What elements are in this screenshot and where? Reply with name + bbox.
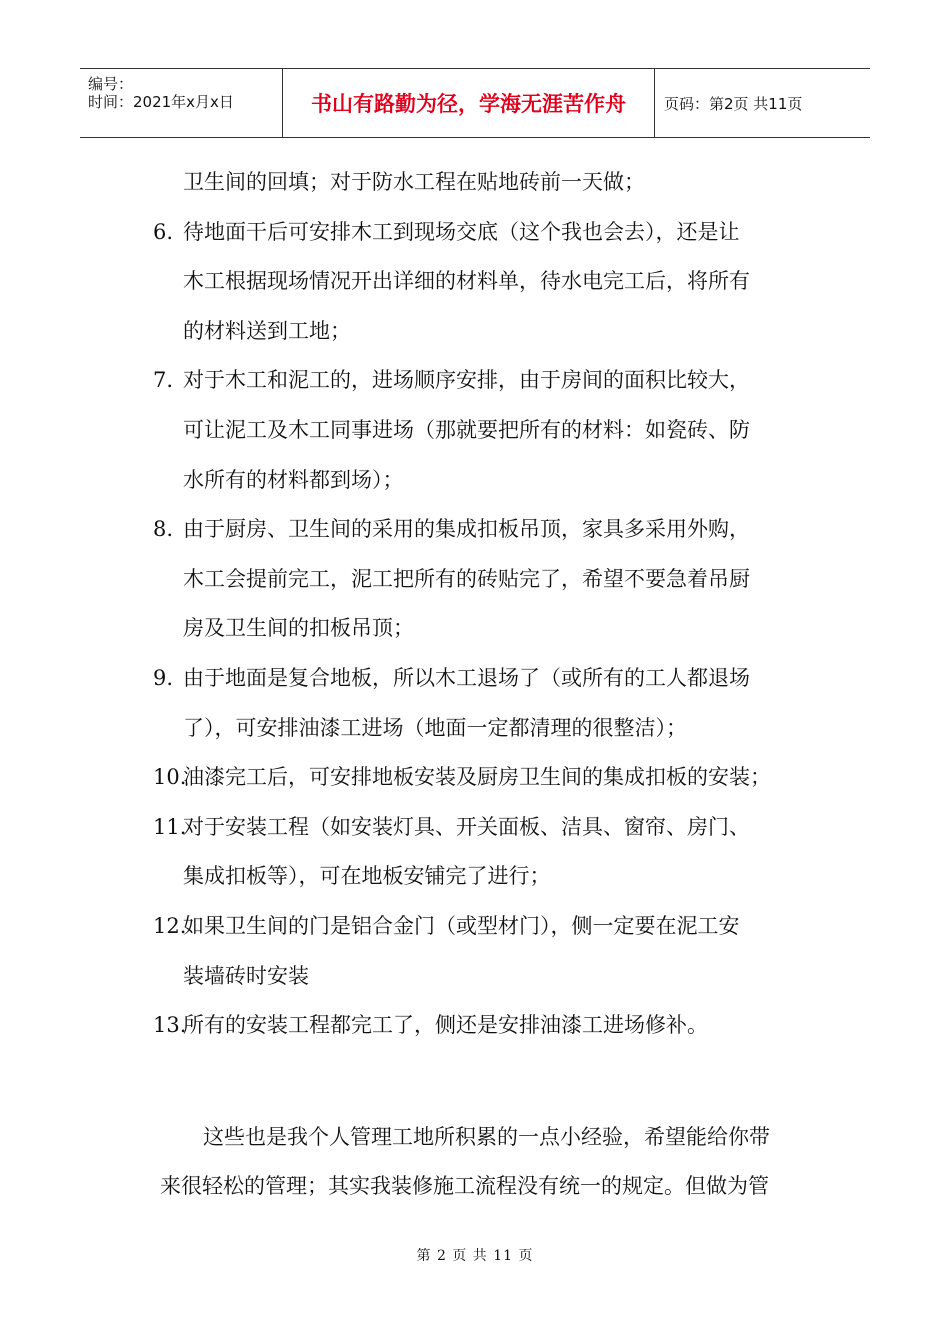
list-item-number: 11.: [153, 814, 187, 839]
page-info: 页码：第2页 共11页: [664, 94, 803, 113]
list-item-line: 集成扣板等），可在地板安铺完了进行；: [183, 864, 551, 889]
motto-text: 书山有路勤为径，学海无涯苦作舟: [311, 92, 626, 116]
page-footer: 第 2 页 共 11 页: [416, 1248, 534, 1264]
list-item-number: 9.: [153, 666, 174, 690]
time-label: 时间：2021年x月x日: [88, 93, 234, 111]
list-item-line: 木工会提前完工，泥工把所有的砖贴完了，希望不要急着吊厨: [183, 566, 750, 591]
list-item-line: 如果卫生间的门是铝合金门（或型材门），侧一定要在泥工安: [183, 914, 740, 938]
closing-paragraph-line: 这些也是我个人管理工地所积累的一点小经验，希望能给你带: [203, 1124, 770, 1149]
header-page-cell: [655, 69, 870, 137]
list-item-line: 待地面干后可安排木工到现场交底（这个我也会去），还是让: [183, 219, 740, 244]
list-item-number: 10.: [153, 765, 187, 790]
header-motto-cell: [283, 69, 655, 137]
number-label: 编号：: [88, 75, 134, 93]
list-item-number: 8.: [153, 517, 174, 542]
list-item-line: 了），可安排油漆工进场（地面一定都清理的很整洁）；: [183, 715, 687, 740]
list-item-line: 油漆完工后，可安排地板安装及厨房卫生间的集成扣板的安装；: [183, 765, 771, 790]
list-item-line: 对于安装工程（如安装灯具、开关面板、洁具、窗帘、房门、: [183, 814, 750, 839]
list-item-line: 的材料送到工地；: [183, 318, 351, 343]
continuation-line: 卫生间的回填；对于防水工程在贴地砖前一天做；: [183, 170, 645, 194]
list-item-line: 由于地面是复合地板，所以木工退场了（或所有的工人都退场: [183, 666, 750, 690]
header-table: [80, 68, 870, 138]
list-item-number: 13.: [153, 1013, 187, 1038]
list-item-line: 房及卫生间的扣板吊顶；: [183, 616, 414, 641]
list-item-line: 所有的安装工程都完工了，侧还是安排油漆工进场修补。: [183, 1013, 708, 1038]
list-item-number: 6.: [153, 219, 174, 244]
list-item-line: 由于厨房、卫生间的采用的集成扣板吊顶，家具多采用外购，: [183, 517, 750, 542]
list-item-line: 可让泥工及木工同事进场（那就要把所有的材料：如瓷砖、防: [183, 418, 750, 442]
list-item-line: 木工根据现场情况开出详细的材料单，待水电完工后，将所有: [183, 269, 750, 294]
list-item-line: 装墙砖时安装: [183, 963, 309, 988]
list-item-number: 12.: [153, 914, 187, 938]
list-item-number: 7.: [153, 368, 174, 393]
header-meta-cell: [80, 69, 283, 137]
list-item-line: 水所有的材料都到场）；: [183, 467, 404, 492]
list-item-line: 对于木工和泥工的，进场顺序安排，由于房间的面积比较大，: [183, 368, 750, 393]
closing-paragraph-line: 来很轻松的管理；其实我装修施工流程没有统一的规定。但做为管: [160, 1174, 769, 1199]
